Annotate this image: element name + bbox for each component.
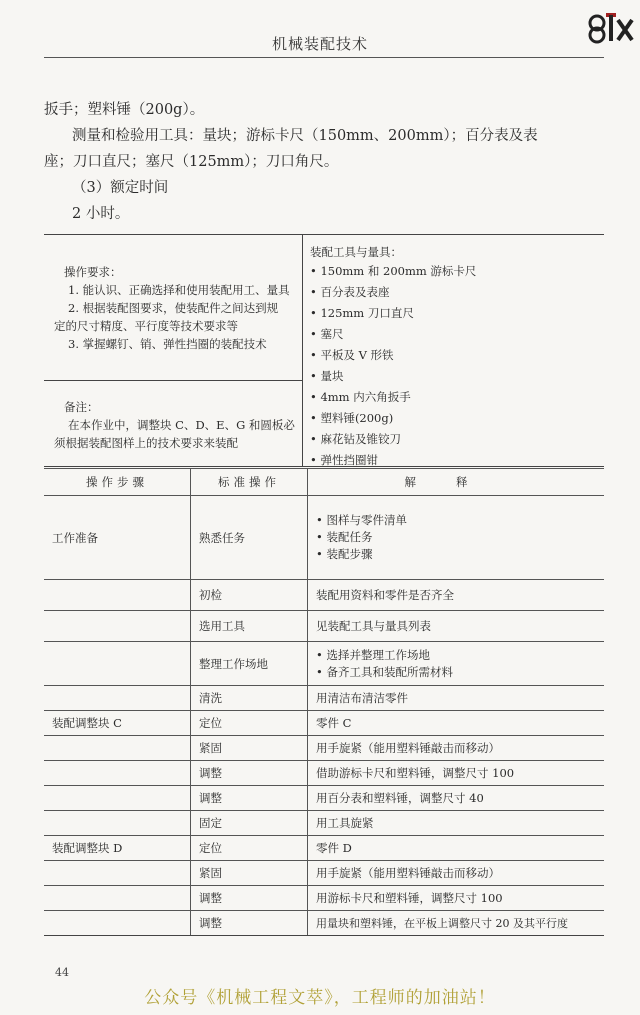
tool-item: • 4mm 内六角扳手	[310, 390, 411, 404]
requirements-cell	[54, 263, 296, 353]
notes-cell	[54, 398, 296, 452]
step-cell	[44, 761, 191, 786]
explanation-cell: 装配用资料和零件是否齐全	[308, 580, 605, 611]
operation-cell: 熟悉任务	[191, 496, 308, 580]
operation-cell: 选用工具	[191, 611, 308, 642]
table-divider	[302, 235, 303, 466]
notes-line: 在本作业中，调整块 C、D、E、G 和圆板必	[68, 418, 295, 432]
table-row	[44, 611, 604, 642]
table-header-row	[44, 469, 604, 496]
table-row	[44, 911, 604, 936]
table-row	[44, 686, 604, 711]
explanation-cell: 零件 D	[308, 836, 605, 861]
table-row	[44, 496, 604, 580]
column-header: 操作步骤	[44, 469, 191, 496]
explanation-list	[316, 647, 596, 681]
tool-item: • 量块	[310, 369, 344, 383]
table-row	[44, 886, 604, 911]
table-row	[44, 711, 604, 736]
tool-item: • 平板及 V 形铁	[310, 348, 394, 362]
column-header: 解释	[308, 469, 605, 496]
table-row	[44, 811, 604, 836]
page-header-title: 机械装配技术	[271, 35, 368, 53]
requirements-title: 操作要求：	[64, 265, 122, 279]
operation-cell: 定位	[191, 836, 308, 861]
notes-title: 备注：	[64, 400, 99, 414]
explanation-cell: 借助游标卡尺和塑料锤，调整尺寸 100	[308, 761, 605, 786]
tools-list	[310, 261, 598, 471]
info-table	[44, 234, 604, 467]
tools-cell	[310, 243, 598, 471]
explanation-list	[316, 512, 596, 563]
explanation-item: • 装配任务	[316, 530, 373, 544]
explanation-cell: 用工具旋紧	[308, 811, 605, 836]
explanation-cell: 见装配工具与量具列表	[308, 611, 605, 642]
explanation-cell: 用百分表和塑料锤，调整尺寸 40	[308, 786, 605, 811]
explanation-cell: 用手旋紧（能用塑料锤敲击而移动）	[308, 736, 605, 761]
table-row	[44, 836, 604, 861]
explanation-cell	[308, 496, 605, 580]
step-cell	[44, 786, 191, 811]
step-cell	[44, 611, 191, 642]
requirement-item: 定的尺寸精度、平行度等技术要求等	[54, 319, 238, 333]
requirement-item: 3. 掌握螺钉、销、弹性挡圈的装配技术	[68, 337, 267, 351]
explanation-item: • 装配步骤	[316, 547, 373, 561]
tools-title: 装配工具与量具：	[310, 245, 402, 259]
intro-line: 2 小时。	[72, 206, 130, 222]
step-cell	[44, 736, 191, 761]
footer-watermark: 公众号《机械工程文萃》，工程师的加油站！	[144, 988, 496, 1008]
tool-item: • 125mm 刀口直尺	[310, 306, 414, 320]
operation-cell: 初检	[191, 580, 308, 611]
explanation-cell: 用清洁布清洁零件	[308, 686, 605, 711]
operation-cell: 清洗	[191, 686, 308, 711]
explanation-cell	[308, 642, 605, 686]
intro-subheading: （3）额定时间	[72, 180, 169, 196]
operation-cell: 紧固	[191, 736, 308, 761]
step-cell: 工作准备	[44, 496, 191, 580]
tool-item: • 150mm 和 200mm 游标卡尺	[310, 264, 477, 278]
table-divider	[44, 380, 302, 381]
operation-cell: 调整	[191, 911, 308, 936]
operation-cell: 调整	[191, 761, 308, 786]
step-cell	[44, 861, 191, 886]
intro-line: 扳手；塑料锤（200g）。	[44, 102, 205, 118]
step-cell	[44, 642, 191, 686]
step-cell: 装配调整块 C	[44, 711, 191, 736]
table-row	[44, 761, 604, 786]
step-cell	[44, 811, 191, 836]
step-cell	[44, 580, 191, 611]
step-cell	[44, 886, 191, 911]
explanation-item: • 图样与零件清单	[316, 513, 407, 527]
operation-cell: 调整	[191, 886, 308, 911]
operation-cell: 调整	[191, 786, 308, 811]
steps-table	[44, 468, 604, 936]
column-header: 标准操作	[191, 469, 308, 496]
tool-item: • 塞尺	[310, 327, 344, 341]
tool-item: • 麻花钻及锥铰刀	[310, 432, 401, 446]
operation-cell: 整理工作场地	[191, 642, 308, 686]
explanation-cell: 用手旋紧（能用塑料锤敲击而移动）	[308, 861, 605, 886]
intro-line: 座；刀口直尺；塞尺（125mm）；刀口角尺。	[44, 154, 339, 170]
page-number: 44	[55, 966, 69, 979]
tool-item: • 弹性挡圈钳	[310, 453, 378, 467]
tool-item: • 百分表及表座	[310, 285, 390, 299]
notes-line: 须根据装配图样上的技术要求来装配	[54, 436, 238, 450]
explanation-cell: 零件 C	[308, 711, 605, 736]
operation-cell: 定位	[191, 711, 308, 736]
explanation-cell: 用量块和塑料锤，在平板上调整尺寸 20 及其平行度	[308, 911, 605, 936]
table-row	[44, 861, 604, 886]
requirement-item: 2. 根据装配图要求，使装配件之间达到规	[68, 301, 279, 315]
step-cell	[44, 911, 191, 936]
explanation-cell: 用游标卡尺和塑料锤，调整尺寸 100	[308, 886, 605, 911]
explanation-item: • 选择并整理工作场地	[316, 647, 430, 662]
explanation-item: • 备齐工具和装配所需材料	[316, 664, 453, 679]
brand-logo-icon	[587, 10, 635, 44]
step-cell: 装配调整块 D	[44, 836, 191, 861]
tool-item: • 塑料锤(200g)	[310, 411, 394, 425]
table-row	[44, 580, 604, 611]
requirement-item: 1. 能认识、正确选择和使用装配用工、量具	[68, 283, 290, 297]
operation-cell: 固定	[191, 811, 308, 836]
table-row	[44, 786, 604, 811]
intro-line: 测量和检验用工具：量块；游标卡尺（150mm、200mm）；百分表及表	[72, 128, 538, 144]
step-cell	[44, 686, 191, 711]
operation-cell: 紧固	[191, 861, 308, 886]
header-rule	[44, 57, 604, 58]
table-row	[44, 736, 604, 761]
intro-text	[44, 97, 604, 227]
table-row	[44, 642, 604, 686]
